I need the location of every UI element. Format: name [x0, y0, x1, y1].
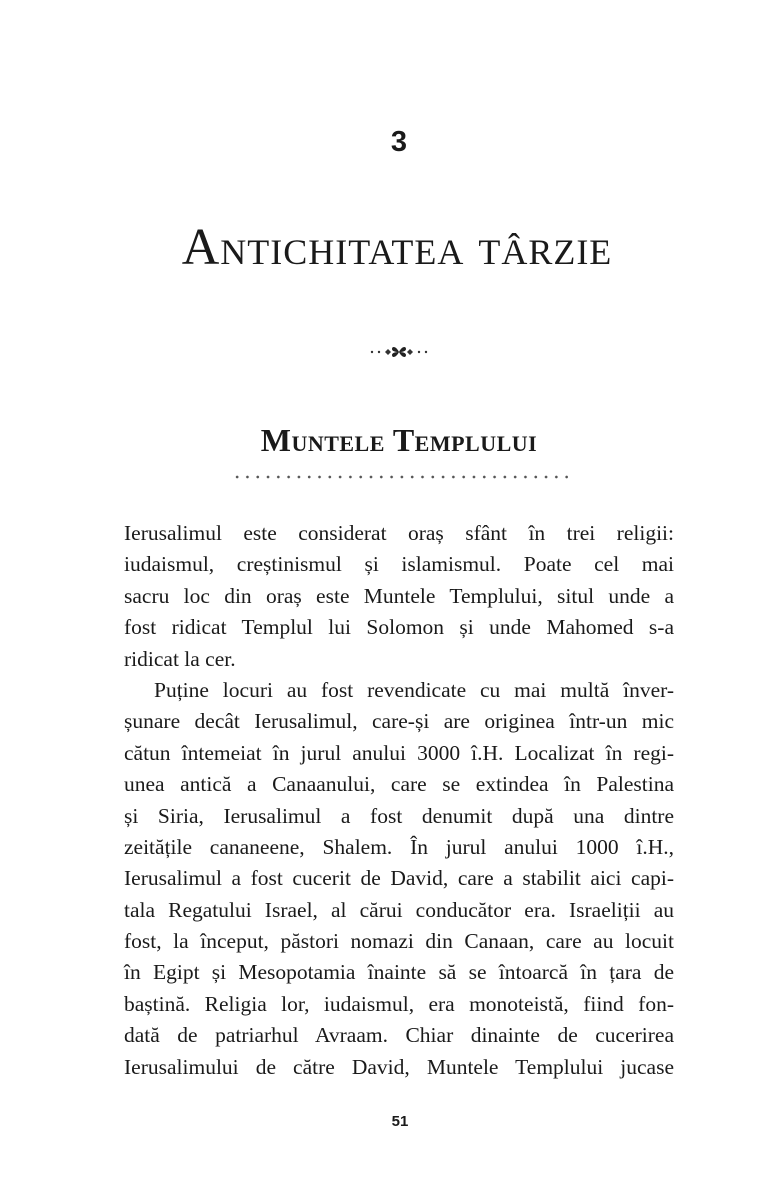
text-line: și Siria, Ierusalimul a fost denumit după una dintre — [124, 803, 674, 828]
text-line: tala Regatului Israel, al cărui conducător era. Israeliții au — [124, 897, 674, 922]
fleuron-ornament-icon — [369, 341, 429, 363]
text-line: unea antică a Canaanului, care se extindea în Palestina — [124, 772, 674, 797]
section-title: Muntele Templului — [260, 422, 538, 458]
page-number: 51 — [391, 1113, 409, 1130]
text-line: cătun întemeiat în jurul anului 3000 î.H. Localizat în regi- — [124, 740, 674, 765]
text-line: sacru loc din oraș este Muntele Templului, situl unde a — [124, 583, 674, 608]
text-line: dată de patriarhul Avraam. Chiar dinainte de cucerirea — [124, 1023, 674, 1048]
paragraph-2 — [124, 675, 674, 1083]
dotted-divider — [232, 473, 568, 481]
text-line: Ierusalimul a fost cucerit de David, care a stabilit aici capi- — [124, 866, 674, 891]
chapter-number: 3 — [390, 126, 408, 158]
text-line: ridicat la cer. — [124, 646, 236, 671]
text-line: Puține locuri au fost revendicate cu mai multă înver- — [154, 677, 674, 702]
body-text — [124, 518, 674, 1083]
text-line: Ierusalimului de către David, Muntele Templului jucase — [124, 1054, 674, 1079]
text-line: zeitățile cananeene, Shalem. În jurul anului 1000 î.H., — [124, 834, 674, 859]
text-line: iudaismul, creștinismul și islamismul. Poate cel mai — [124, 552, 674, 577]
text-line: baștină. Religia lor, iudaismul, era monoteistă, fiind fon- — [124, 991, 674, 1016]
text-line: șunare decât Ierusalimul, care-și are originea într-un mic — [124, 709, 674, 734]
text-line: fost, la început, păstori nomazi din Canaan, care au locuit — [124, 929, 674, 954]
text-line: Ierusalimul este considerat oraș sfânt în trei religii: — [124, 521, 674, 545]
paragraph-1 — [124, 518, 674, 675]
chapter-title: Antichitatea târzie — [181, 219, 613, 276]
text-line: fost ridicat Templul lui Solomon și unde Mahomed s-a — [124, 615, 674, 640]
text-line: în Egipt și Mesopotamia înainte să se întoarcă în țara de — [124, 960, 674, 985]
